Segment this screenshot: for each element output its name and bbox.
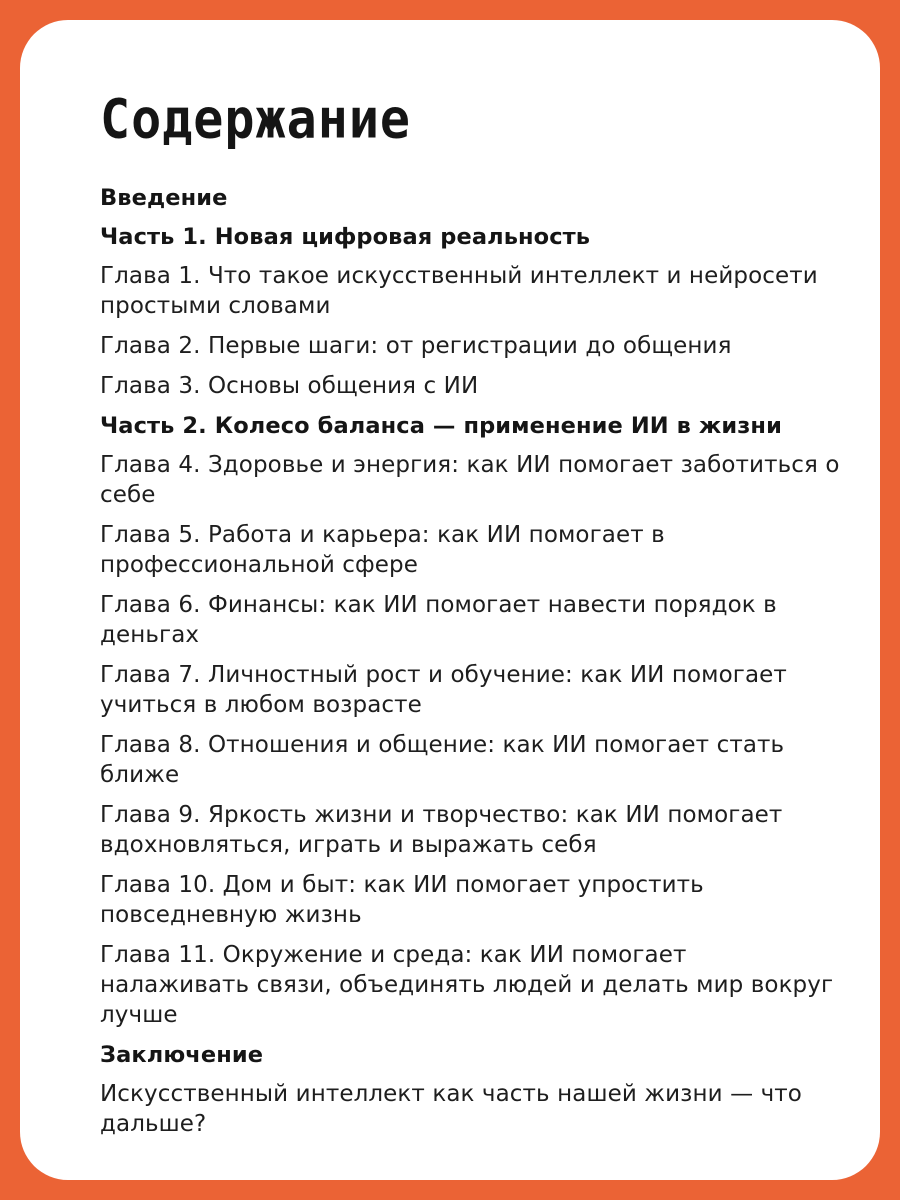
toc-item-chapter-3[interactable]: Глава 3. Основы общения с ИИ <box>100 373 479 399</box>
toc-item-chapter-2[interactable]: Глава 2. Первые шаги: от регистрации до общения <box>100 333 732 359</box>
toc-item-chapter-7[interactable]: Глава 7. Личностный рост и обучение: как ИИ помогает учиться в любом возрасте <box>100 662 787 718</box>
toc-heading-introduction[interactable]: Введение <box>100 185 228 211</box>
content-card <box>20 20 880 1180</box>
toc-item-chapter-8[interactable]: Глава 8. Отношения и общение: как ИИ помогает стать ближе <box>100 732 785 788</box>
toc-heading-part-1[interactable]: Часть 1. Новая цифровая реальность <box>100 224 591 250</box>
toc-heading-part-2[interactable]: Часть 2. Колесо баланса — применение ИИ в жизни <box>100 413 782 439</box>
page-title: Содержание <box>100 87 412 151</box>
toc-item-chapter-5[interactable]: Глава 5. Работа и карьера: как ИИ помогает в профессиональной сфере <box>100 522 665 578</box>
toc-item-conclusion[interactable]: Искусственный интеллект как часть нашей жизни — что дальше? <box>100 1081 802 1137</box>
toc-item-chapter-4[interactable]: Глава 4. Здоровье и энергия: как ИИ помогает заботиться о себе <box>100 452 840 508</box>
toc-heading-conclusion[interactable]: Заключение <box>100 1042 264 1068</box>
toc-item-chapter-1[interactable]: Глава 1. Что такое искусственный интеллект и нейросети простыми словами <box>100 263 818 319</box>
toc-item-chapter-11[interactable]: Глава 11. Окружение и среда: как ИИ помогает налаживать связи, объединять людей и делать мир вокруг лучше <box>100 942 834 1028</box>
toc-item-chapter-9[interactable]: Глава 9. Яркость жизни и творчество: как ИИ помогает вдохновляться, играть и выражать себя <box>100 802 783 858</box>
toc-item-chapter-10[interactable]: Глава 10. Дом и быт: как ИИ помогает упростить повседневную жизнь <box>100 872 704 928</box>
table-of-contents <box>100 183 840 1149</box>
toc-item-chapter-6[interactable]: Глава 6. Финансы: как ИИ помогает навести порядок в деньгах <box>100 592 777 648</box>
